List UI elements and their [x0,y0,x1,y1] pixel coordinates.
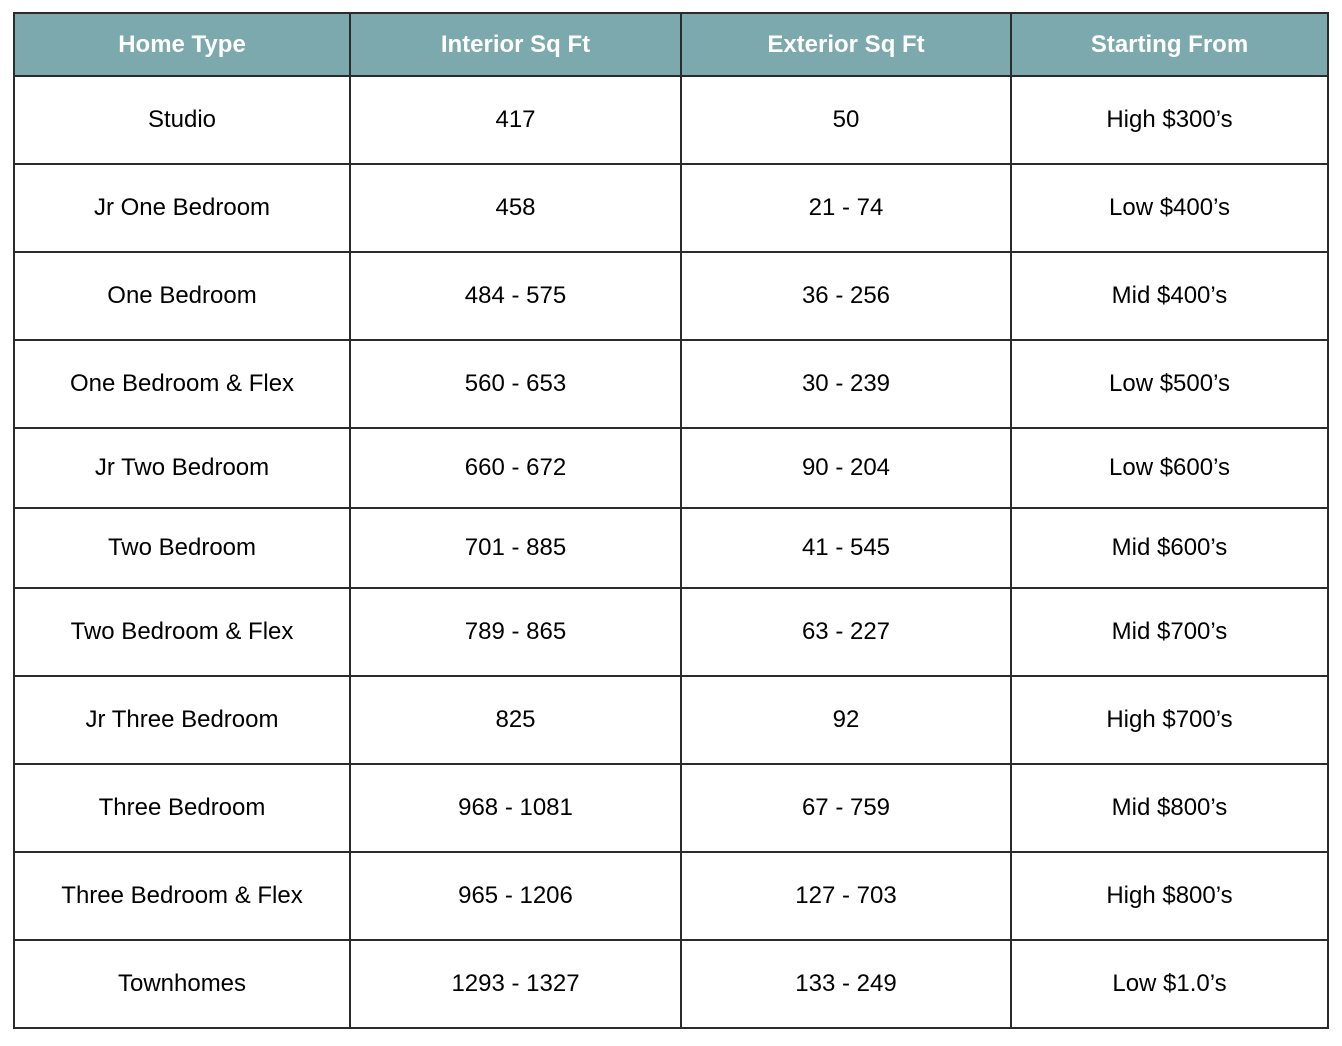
cell-starting-from: High $700’s [1011,676,1328,764]
cell-interior-sq-ft: 965 - 1206 [350,852,681,940]
cell-starting-from: Low $500’s [1011,340,1328,428]
table-row [14,508,1328,588]
cell-exterior-sq-ft: 50 [681,76,1011,164]
header-exterior-sq-ft: Exterior Sq Ft [681,13,1011,76]
cell-starting-from: Mid $600’s [1011,508,1328,588]
cell-starting-from: Low $400’s [1011,164,1328,252]
cell-exterior-sq-ft: 127 - 703 [681,852,1011,940]
header-interior-sq-ft: Interior Sq Ft [350,13,681,76]
cell-starting-from: High $800’s [1011,852,1328,940]
cell-interior-sq-ft: 701 - 885 [350,508,681,588]
cell-home-type: Two Bedroom [14,508,350,588]
cell-exterior-sq-ft: 36 - 256 [681,252,1011,340]
table-row [14,252,1328,340]
table-row [14,428,1328,508]
cell-interior-sq-ft: 968 - 1081 [350,764,681,852]
cell-starting-from: High $300’s [1011,76,1328,164]
cell-exterior-sq-ft: 21 - 74 [681,164,1011,252]
cell-interior-sq-ft: 417 [350,76,681,164]
header-home-type: Home Type [14,13,350,76]
cell-home-type: Townhomes [14,940,350,1028]
cell-home-type: Three Bedroom [14,764,350,852]
cell-starting-from: Low $1.0’s [1011,940,1328,1028]
cell-interior-sq-ft: 825 [350,676,681,764]
cell-interior-sq-ft: 560 - 653 [350,340,681,428]
cell-interior-sq-ft: 789 - 865 [350,588,681,676]
table-row [14,676,1328,764]
cell-starting-from: Mid $700’s [1011,588,1328,676]
table-row [14,588,1328,676]
cell-starting-from: Mid $400’s [1011,252,1328,340]
table-row [14,764,1328,852]
pricing-table [13,12,1329,1029]
cell-home-type: Jr Three Bedroom [14,676,350,764]
cell-starting-from: Low $600’s [1011,428,1328,508]
cell-home-type: Jr One Bedroom [14,164,350,252]
table-row [14,164,1328,252]
table-row [14,76,1328,164]
cell-exterior-sq-ft: 63 - 227 [681,588,1011,676]
cell-exterior-sq-ft: 90 - 204 [681,428,1011,508]
cell-interior-sq-ft: 1293 - 1327 [350,940,681,1028]
cell-exterior-sq-ft: 41 - 545 [681,508,1011,588]
cell-exterior-sq-ft: 30 - 239 [681,340,1011,428]
cell-interior-sq-ft: 458 [350,164,681,252]
cell-home-type: One Bedroom [14,252,350,340]
cell-interior-sq-ft: 484 - 575 [350,252,681,340]
cell-exterior-sq-ft: 92 [681,676,1011,764]
cell-home-type: Two Bedroom & Flex [14,588,350,676]
cell-starting-from: Mid $800’s [1011,764,1328,852]
pricing-table-container [13,12,1329,1029]
cell-exterior-sq-ft: 133 - 249 [681,940,1011,1028]
cell-home-type: Jr Two Bedroom [14,428,350,508]
table-row [14,340,1328,428]
cell-interior-sq-ft: 660 - 672 [350,428,681,508]
table-row [14,940,1328,1028]
cell-home-type: Studio [14,76,350,164]
table-row [14,852,1328,940]
cell-exterior-sq-ft: 67 - 759 [681,764,1011,852]
header-starting-from: Starting From [1011,13,1328,76]
cell-home-type: Three Bedroom & Flex [14,852,350,940]
table-header-row [14,13,1328,76]
cell-home-type: One Bedroom & Flex [14,340,350,428]
